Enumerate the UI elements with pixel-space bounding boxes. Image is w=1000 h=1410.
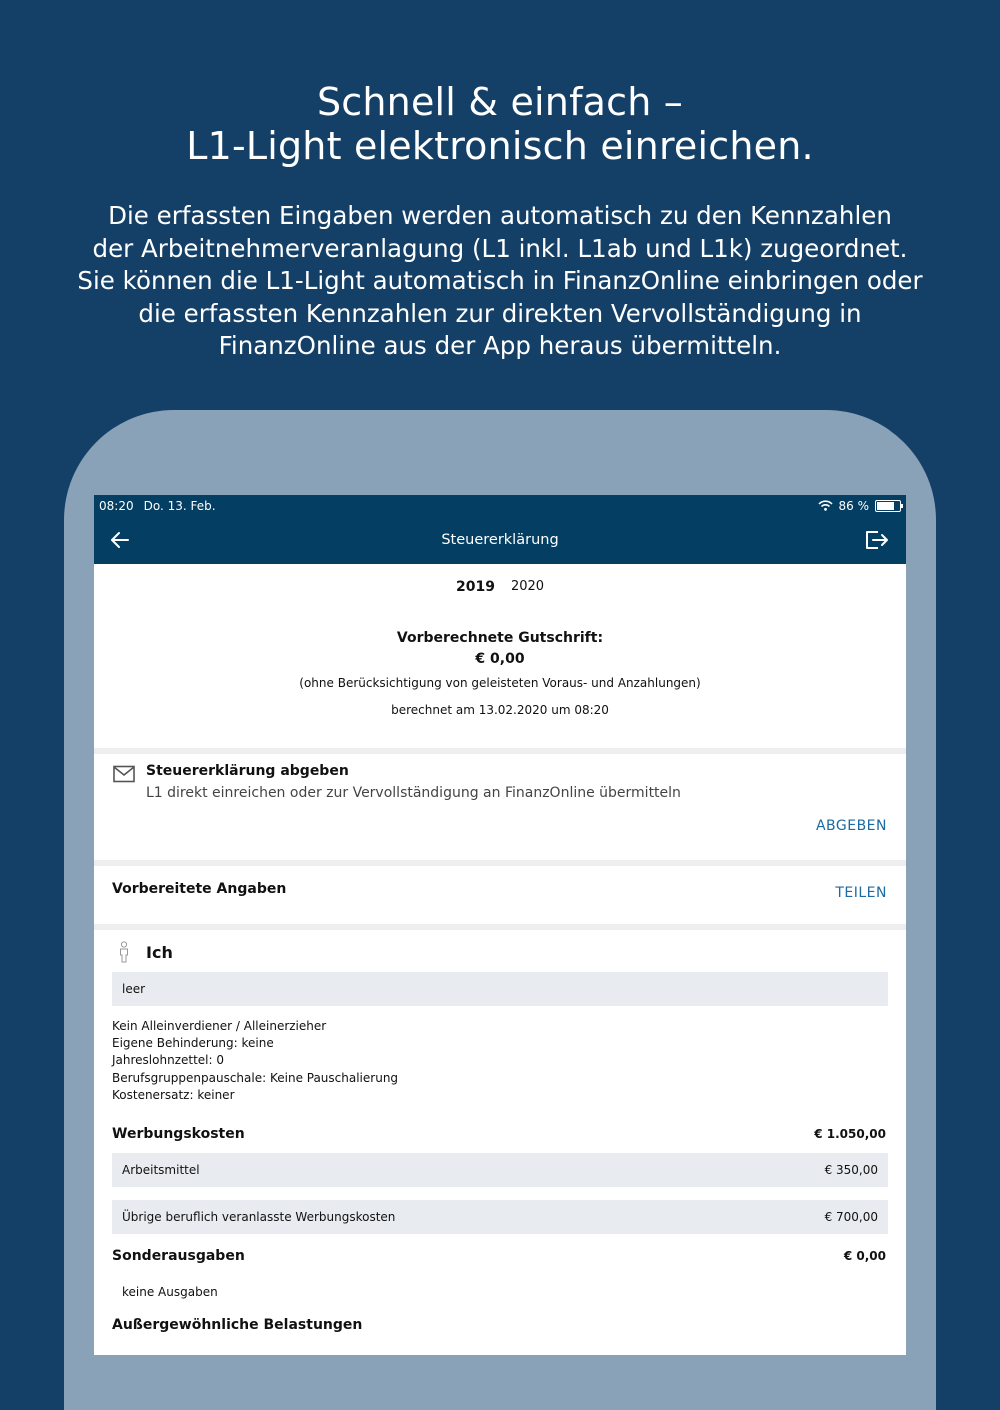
hero-title-line-1: Schnell & einfach – bbox=[316, 80, 683, 124]
hero-title bbox=[0, 80, 1000, 168]
submit-button[interactable]: ABGEBEN bbox=[815, 818, 887, 834]
werbungskosten-total: € 1.050,00 bbox=[814, 1127, 886, 1142]
nav-bar bbox=[94, 516, 906, 564]
detail-line: Jahreslohnzettel: 0 bbox=[112, 1053, 224, 1068]
sonderausgaben-empty bbox=[112, 1275, 888, 1309]
list-item[interactable] bbox=[112, 1200, 888, 1234]
werbungskosten-header bbox=[112, 1126, 888, 1142]
person-name[interactable]: Ich bbox=[146, 943, 173, 962]
hero-subtitle-line: FinanzOnline aus der App heraus übermitteln. bbox=[218, 331, 782, 360]
hero-subtitle-line: der Arbeitnehmerveranlagung (L1 inkl. L1ab und L1k) zugeordnet. bbox=[92, 233, 908, 263]
detail-line: Kein Alleinverdiener / Alleinerzieher bbox=[112, 1019, 327, 1033]
person-section bbox=[94, 930, 906, 1333]
prepared-header bbox=[94, 866, 906, 924]
status-date: Do. 13. Feb. bbox=[143, 498, 216, 513]
logout-icon[interactable] bbox=[864, 528, 890, 552]
status-bar bbox=[94, 495, 906, 516]
credit-calculated-date: berechnet am 13.02.2020 um 08:20 bbox=[391, 703, 609, 717]
credit-note: (ohne Berücksichtigung von geleisteten Voraus- und Anzahlungen) bbox=[299, 676, 701, 690]
hero-subtitle-line: die erfassten Kennzahlen zur direkten Vervollständigung in bbox=[138, 298, 862, 328]
credit-summary bbox=[94, 628, 906, 718]
year-tabs bbox=[94, 564, 906, 609]
submit-title: Steuererklärung abgeben bbox=[146, 763, 349, 779]
item-label: Übrige beruflich veranlasste Werbungskosten bbox=[122, 1210, 396, 1225]
sonderausgaben-header bbox=[112, 1248, 888, 1264]
item-label: Arbeitsmittel bbox=[122, 1163, 200, 1178]
wifi-icon bbox=[818, 500, 833, 511]
status-time: 08:20 bbox=[99, 498, 134, 513]
mail-icon bbox=[113, 765, 135, 783]
person-details bbox=[112, 1018, 888, 1104]
app-screen bbox=[94, 495, 906, 1355]
share-button[interactable]: TEILEN bbox=[835, 885, 887, 901]
detail-line: Kostenersatz: keiner bbox=[112, 1087, 235, 1102]
empty-text: keine Ausgaben bbox=[122, 1285, 218, 1300]
submit-card bbox=[94, 754, 906, 860]
hero-subtitle-line: Sie können die L1-Light automatisch in FinanzOnline einbringen oder bbox=[77, 266, 923, 295]
credit-amount: € 0,00 bbox=[475, 651, 525, 667]
battery-percentage: 86 % bbox=[838, 498, 869, 513]
arrow-left-icon[interactable] bbox=[108, 528, 132, 552]
detail-line: Eigene Behinderung: keine bbox=[112, 1036, 274, 1051]
nav-title: Steuererklärung bbox=[441, 532, 559, 548]
detail-line: Berufsgruppenpauschale: Keine Pauschalierung bbox=[112, 1070, 399, 1085]
werbungskosten-title: Werbungskosten bbox=[112, 1126, 245, 1143]
battery-icon bbox=[875, 500, 901, 512]
hero-subtitle-line: Die erfassten Eingaben werden automatisch zu den Kennzahlen bbox=[108, 201, 892, 230]
tab-year[interactable]: 2020 bbox=[510, 579, 545, 594]
item-value: € 350,00 bbox=[824, 1163, 878, 1178]
hero-title-line-2: L1-Light elektronisch einreichen. bbox=[186, 124, 814, 168]
person-icon bbox=[118, 941, 130, 963]
list-item[interactable] bbox=[112, 1153, 888, 1187]
hero-subtitle bbox=[0, 200, 1000, 363]
tab-year-active[interactable]: 2019 bbox=[455, 578, 495, 595]
prepared-title: Vorbereitete Angaben bbox=[112, 881, 287, 897]
item-value: € 700,00 bbox=[824, 1210, 878, 1225]
sonderausgaben-total: € 0,00 bbox=[843, 1249, 886, 1264]
sonderausgaben-title: Sonderausgaben bbox=[112, 1248, 245, 1265]
next-section-title: Außergewöhnliche Belastungen bbox=[112, 1317, 363, 1334]
person-status-row[interactable] bbox=[112, 972, 888, 1006]
credit-label: Vorberechnete Gutschrift: bbox=[396, 630, 604, 646]
submit-description: L1 direkt einreichen oder zur Vervollständigung an FinanzOnline übermitteln bbox=[146, 785, 681, 801]
person-status: leer bbox=[122, 982, 146, 996]
